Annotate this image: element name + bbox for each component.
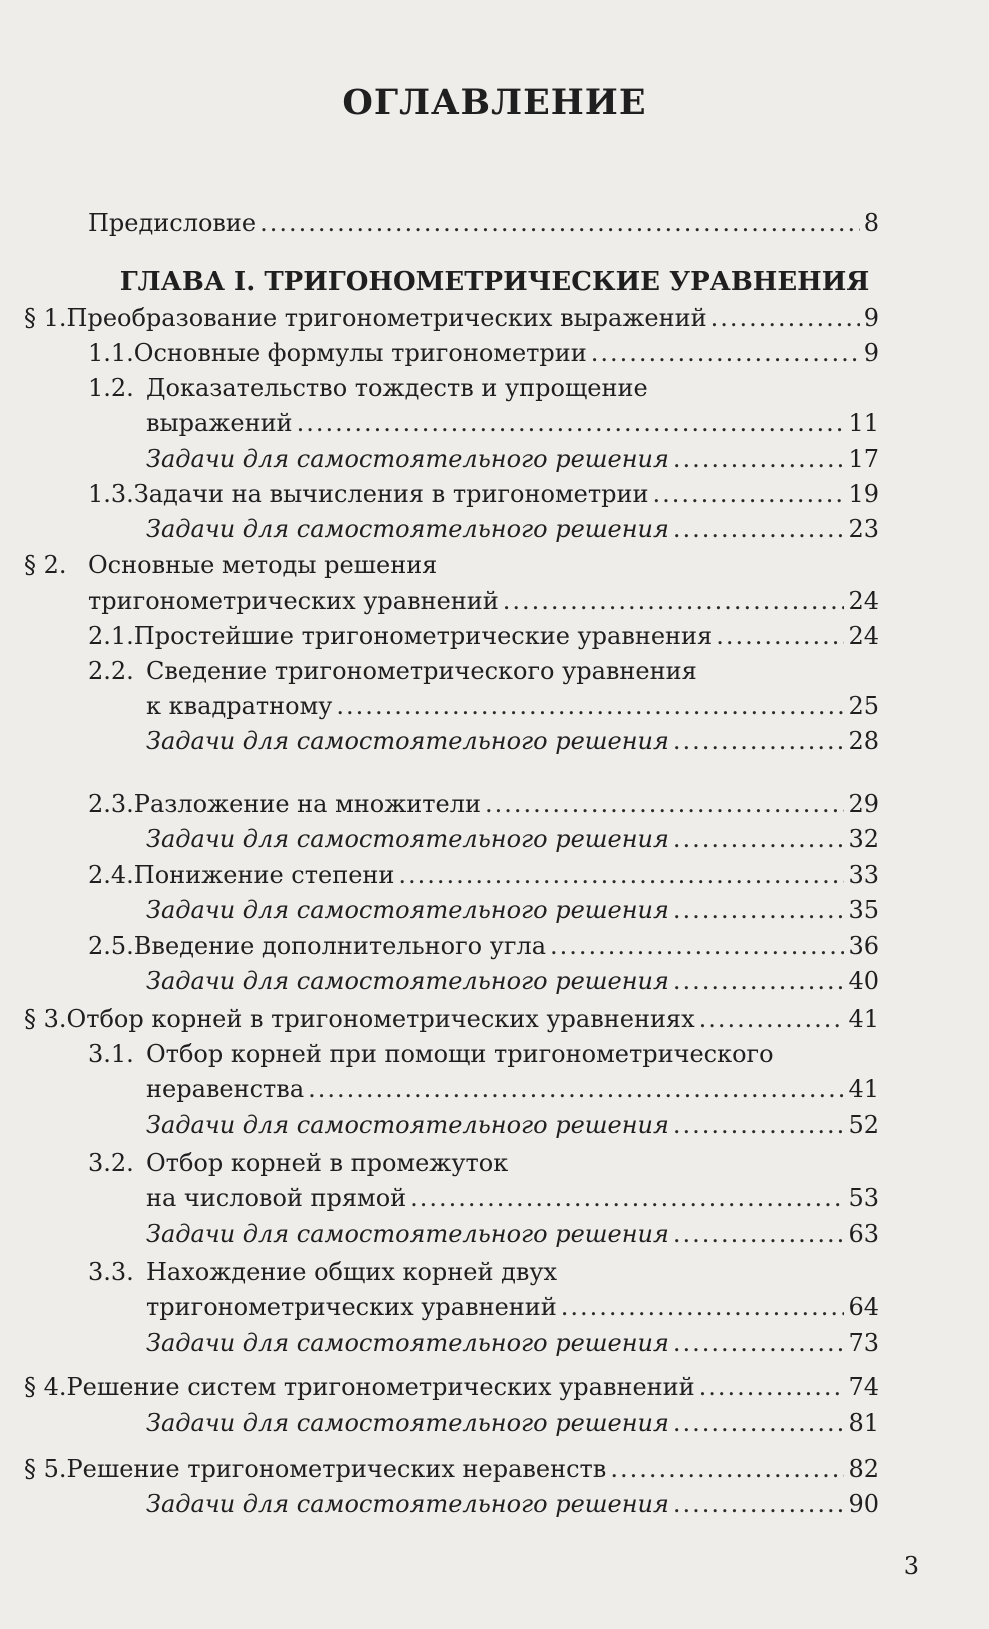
entry-number: 3.3. — [88, 1258, 134, 1286]
entry-text: неравенства — [146, 1075, 305, 1103]
entry-number: 2.3. — [88, 790, 134, 818]
toc-entry-subsection — [88, 619, 879, 653]
entry-text: Задачи для самостоятельного решения — [146, 1329, 669, 1357]
entry-number: 1.3. — [88, 480, 134, 508]
leader-dots — [610, 1452, 844, 1486]
entry-text: Задачи для самостоятельного решения — [146, 1409, 669, 1437]
toc-entry-subsection-continuation — [146, 1181, 879, 1215]
entry-number: 2.5. — [88, 932, 134, 960]
toc-entry-exercises — [146, 1326, 879, 1360]
toc-entry-section — [24, 301, 879, 335]
toc-entry-exercises — [146, 893, 879, 927]
toc-entry-exercises — [146, 1217, 879, 1251]
toc-entry-section — [24, 1452, 879, 1486]
entry-page: 28 — [848, 727, 879, 755]
entry-page: 9 — [863, 339, 879, 367]
toc-entry-exercises — [146, 1487, 879, 1521]
toc-entry-subsection — [88, 929, 879, 963]
entry-page: 29 — [848, 790, 879, 818]
entry-page: 41 — [848, 1075, 879, 1103]
entry-text: Простейшие тригонометрические уравнения — [133, 622, 713, 650]
entry-page: 8 — [863, 209, 879, 237]
chapter-heading: ГЛАВА I. ТРИГОНОМЕТРИЧЕСКИЕ УРАВНЕНИЯ — [119, 267, 870, 297]
page-title: ОГЛАВЛЕНИЕ — [342, 82, 647, 123]
toc-entry-exercises — [146, 442, 879, 476]
toc-entry-exercises — [146, 822, 879, 856]
entry-page: 24 — [848, 622, 879, 650]
entry-text: Предисловие — [88, 209, 257, 237]
entry-page: 17 — [848, 445, 879, 473]
entry-text: Введение дополнительного угла — [133, 932, 547, 960]
entry-text: Задачи для самостоятельного решения — [146, 967, 669, 995]
toc-entry-subsection-first-line — [88, 371, 648, 405]
leader-dots — [673, 724, 845, 758]
entry-text: Отбор корней в промежуток — [146, 1149, 509, 1177]
toc-entry-exercises — [146, 724, 879, 758]
entry-text: Основные методы решения — [88, 551, 438, 579]
entry-text: Решение систем тригонометрических уравнений — [66, 1373, 695, 1401]
toc-entry-subsection-first-line — [88, 1037, 774, 1071]
entry-text: Задачи для самостоятельного решения — [146, 727, 669, 755]
entry-page: 90 — [848, 1490, 879, 1518]
entry-text: Сведение тригонометрического уравнения — [146, 657, 697, 685]
leader-dots — [711, 301, 860, 335]
leader-dots — [550, 929, 844, 963]
entry-page: 64 — [848, 1293, 879, 1321]
leader-dots — [673, 1326, 845, 1360]
entry-page: 25 — [848, 692, 879, 720]
entry-text: Задачи для самостоятельного решения — [146, 1220, 669, 1248]
toc-entry-subsection-continuation — [146, 406, 879, 440]
entry-page: 82 — [848, 1455, 879, 1483]
toc-entry-section-first-line — [24, 548, 437, 582]
entry-page: 52 — [848, 1111, 879, 1139]
entry-number: 2.4. — [88, 861, 134, 889]
entry-text: Задачи для самостоятельного решения — [146, 1490, 669, 1518]
entry-number: § 2. — [24, 551, 67, 579]
entry-page: 24 — [848, 587, 879, 615]
toc-entry-subsection — [88, 336, 879, 370]
entry-page: 32 — [848, 825, 879, 853]
toc-entry-section — [24, 1002, 879, 1036]
leader-dots — [485, 787, 844, 821]
entry-text: Задачи для самостоятельного решения — [146, 515, 669, 543]
entry-page: 41 — [848, 1005, 879, 1033]
toc-entry-subsection — [88, 787, 879, 821]
toc-entry-exercises — [146, 1108, 879, 1142]
leader-dots — [673, 442, 845, 476]
leader-dots — [398, 858, 844, 892]
entry-page: 33 — [848, 861, 879, 889]
entry-number: 3.2. — [88, 1149, 134, 1177]
entry-number: 2.2. — [88, 657, 134, 685]
toc-entry-section — [24, 1370, 879, 1404]
entry-text: выражений — [146, 409, 293, 437]
entry-text: Решение тригонометрических неравенств — [66, 1455, 607, 1483]
leader-dots — [561, 1290, 845, 1324]
leader-dots — [673, 1108, 845, 1142]
leader-dots — [652, 477, 844, 511]
entry-page: 35 — [848, 896, 879, 924]
toc-entry-subsection — [88, 477, 879, 511]
entry-text: Задачи для самостоятельного решения — [146, 1111, 669, 1139]
leader-dots — [673, 1406, 845, 1440]
toc-entry-subsection-first-line — [88, 1146, 508, 1180]
entry-number: 1.2. — [88, 374, 134, 402]
leader-dots — [673, 964, 845, 998]
entry-number: § 1. — [24, 304, 67, 332]
entry-number: § 5. — [24, 1455, 67, 1483]
leader-dots — [699, 1370, 845, 1404]
entry-number: § 3. — [24, 1005, 67, 1033]
entry-text: Доказательство тождеств и упрощение — [146, 374, 648, 402]
entry-text: тригонометрических уравнений — [146, 1293, 557, 1321]
entry-text: Преобразование тригонометрических выражений — [66, 304, 707, 332]
entry-number: 3.1. — [88, 1040, 134, 1068]
leader-dots — [673, 1217, 845, 1251]
entry-text: Задачи для самостоятельного решения — [146, 896, 669, 924]
toc-entry-subsection — [88, 858, 879, 892]
entry-text: к квадратному — [146, 692, 333, 720]
page-number: 3 — [903, 1552, 919, 1580]
entry-page: 36 — [848, 932, 879, 960]
entry-page: 63 — [848, 1220, 879, 1248]
leader-dots — [308, 1072, 844, 1106]
entry-page: 53 — [848, 1184, 879, 1212]
leader-dots — [716, 619, 844, 653]
leader-dots — [336, 689, 844, 723]
toc-entry-preface — [88, 206, 879, 240]
entry-page: 74 — [848, 1373, 879, 1401]
toc-entry-section-continuation — [88, 584, 879, 618]
entry-text: на числовой прямой — [146, 1184, 407, 1212]
entry-page: 19 — [848, 480, 879, 508]
entry-number: 1.1. — [88, 339, 134, 367]
leader-dots — [673, 822, 845, 856]
entry-page: 73 — [848, 1329, 879, 1357]
leader-dots — [410, 1181, 844, 1215]
toc-entry-subsection-first-line — [88, 1255, 557, 1289]
entry-text: Отбор корней при помощи тригонометрического — [146, 1040, 774, 1068]
entry-text: тригонометрических уравнений — [88, 587, 499, 615]
entry-text: Основные формулы тригонометрии — [133, 339, 587, 367]
entry-page: 40 — [848, 967, 879, 995]
leader-dots — [699, 1002, 845, 1036]
entry-text: Задачи на вычисления в тригонометрии — [133, 480, 649, 508]
leader-dots — [673, 512, 845, 546]
toc-entry-exercises — [146, 1406, 879, 1440]
entry-text: Задачи для самостоятельного решения — [146, 445, 669, 473]
entry-text: Задачи для самостоятельного решения — [146, 825, 669, 853]
leader-dots — [591, 336, 860, 370]
entry-text: Разложение на множители — [133, 790, 481, 818]
entry-page: 11 — [848, 409, 879, 437]
toc-entry-subsection-continuation — [146, 1072, 879, 1106]
entry-text: Понижение степени — [133, 861, 395, 889]
toc-entry-exercises — [146, 512, 879, 546]
leader-dots — [260, 206, 860, 240]
leader-dots — [297, 406, 845, 440]
entry-text: Отбор корней в тригонометрических уравнениях — [66, 1005, 695, 1033]
entry-page: 81 — [848, 1409, 879, 1437]
leader-dots — [673, 893, 845, 927]
toc-entry-subsection-continuation — [146, 1290, 879, 1324]
entry-text: Нахождение общих корней двух — [146, 1258, 558, 1286]
entry-page: 9 — [863, 304, 879, 332]
toc-entry-subsection-first-line — [88, 654, 697, 688]
leader-dots — [503, 584, 845, 618]
toc-entry-exercises — [146, 964, 879, 998]
entry-page: 23 — [848, 515, 879, 543]
leader-dots — [673, 1487, 845, 1521]
toc-entry-subsection-continuation — [146, 689, 879, 723]
entry-number: 2.1. — [88, 622, 134, 650]
entry-number: § 4. — [24, 1373, 67, 1401]
